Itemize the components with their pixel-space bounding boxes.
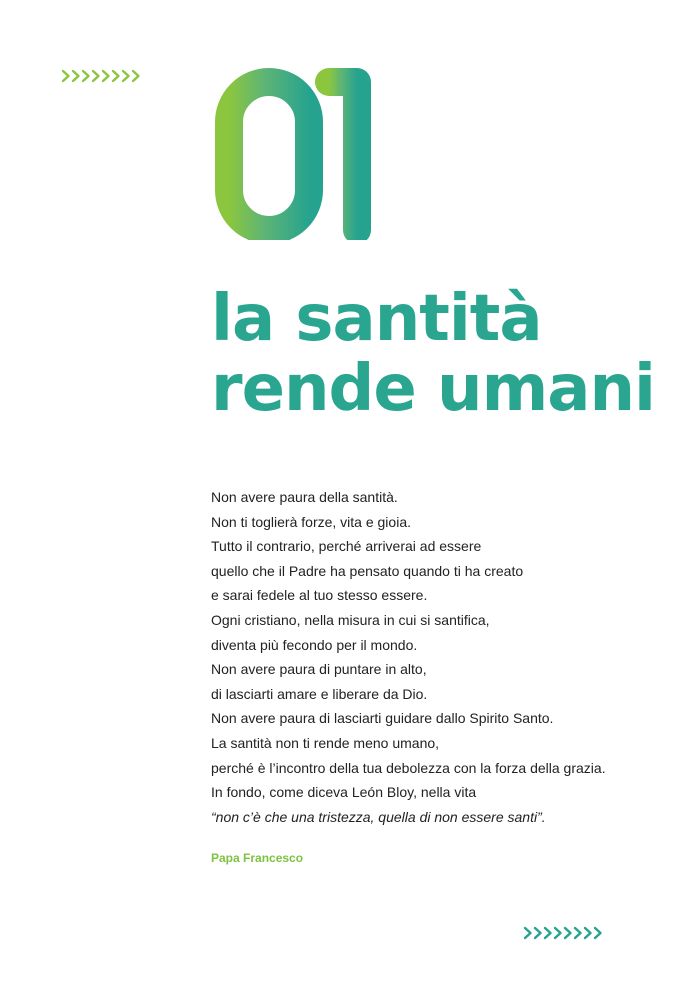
chevron-right-icon — [111, 69, 121, 83]
chapter-title — [211, 284, 655, 424]
body-line: Tutto il contrario, perché arriverai ad essere — [211, 538, 482, 555]
body-line: Non ti toglierà forze, vita e gioia. — [211, 513, 411, 530]
top-chevron-decoration — [61, 69, 141, 83]
body-line: diventa più fecondo per il mondo. — [211, 636, 418, 653]
chevron-right-icon — [543, 926, 553, 940]
bottom-chevron-decoration — [523, 926, 603, 940]
title-line-1: la santità — [211, 282, 542, 356]
chevron-right-icon — [533, 926, 543, 940]
author-name: Papa Francesco — [211, 851, 304, 865]
body-line: e sarai fedele al tuo stesso essere. — [211, 587, 428, 604]
chevron-right-icon — [573, 926, 583, 940]
chevron-right-icon — [91, 69, 101, 83]
chevron-right-icon — [553, 926, 563, 940]
body-line: Non avere paura della santità. — [211, 489, 398, 505]
body-line: Ogni cristiano, nella misura in cui si santifica, — [211, 611, 490, 628]
quote-line: “non c’è che una tristezza, quella di non essere santi”. — [211, 808, 546, 825]
body-line: perché è l’incontro della tua debolezza con la forza della grazia. — [211, 759, 606, 776]
chevron-right-icon — [101, 69, 111, 83]
chevron-right-icon — [71, 69, 81, 83]
chevron-right-icon — [81, 69, 91, 83]
body-text — [211, 485, 671, 829]
title-line-2: rende umani — [211, 352, 655, 426]
body-line: Non avere paura di puntare in alto, — [211, 661, 427, 678]
body-line: La santità non ti rende meno umano, — [211, 734, 440, 751]
chapter-number — [205, 60, 395, 240]
chevron-right-icon — [61, 69, 71, 83]
chevron-right-icon — [131, 69, 141, 83]
chevron-right-icon — [563, 926, 573, 940]
chevron-right-icon — [121, 69, 131, 83]
chevron-right-icon — [593, 926, 603, 940]
body-line: In fondo, come diceva León Bloy, nella vita — [211, 784, 477, 801]
body-line: Non avere paura di lasciarti guidare dallo Spirito Santo. — [211, 710, 554, 727]
body-line: di lasciarti amare e liberare da Dio. — [211, 685, 428, 702]
chevron-right-icon — [583, 926, 593, 940]
chevron-right-icon — [523, 926, 533, 940]
body-line: quello che il Padre ha pensato quando ti ha creato — [211, 562, 524, 579]
